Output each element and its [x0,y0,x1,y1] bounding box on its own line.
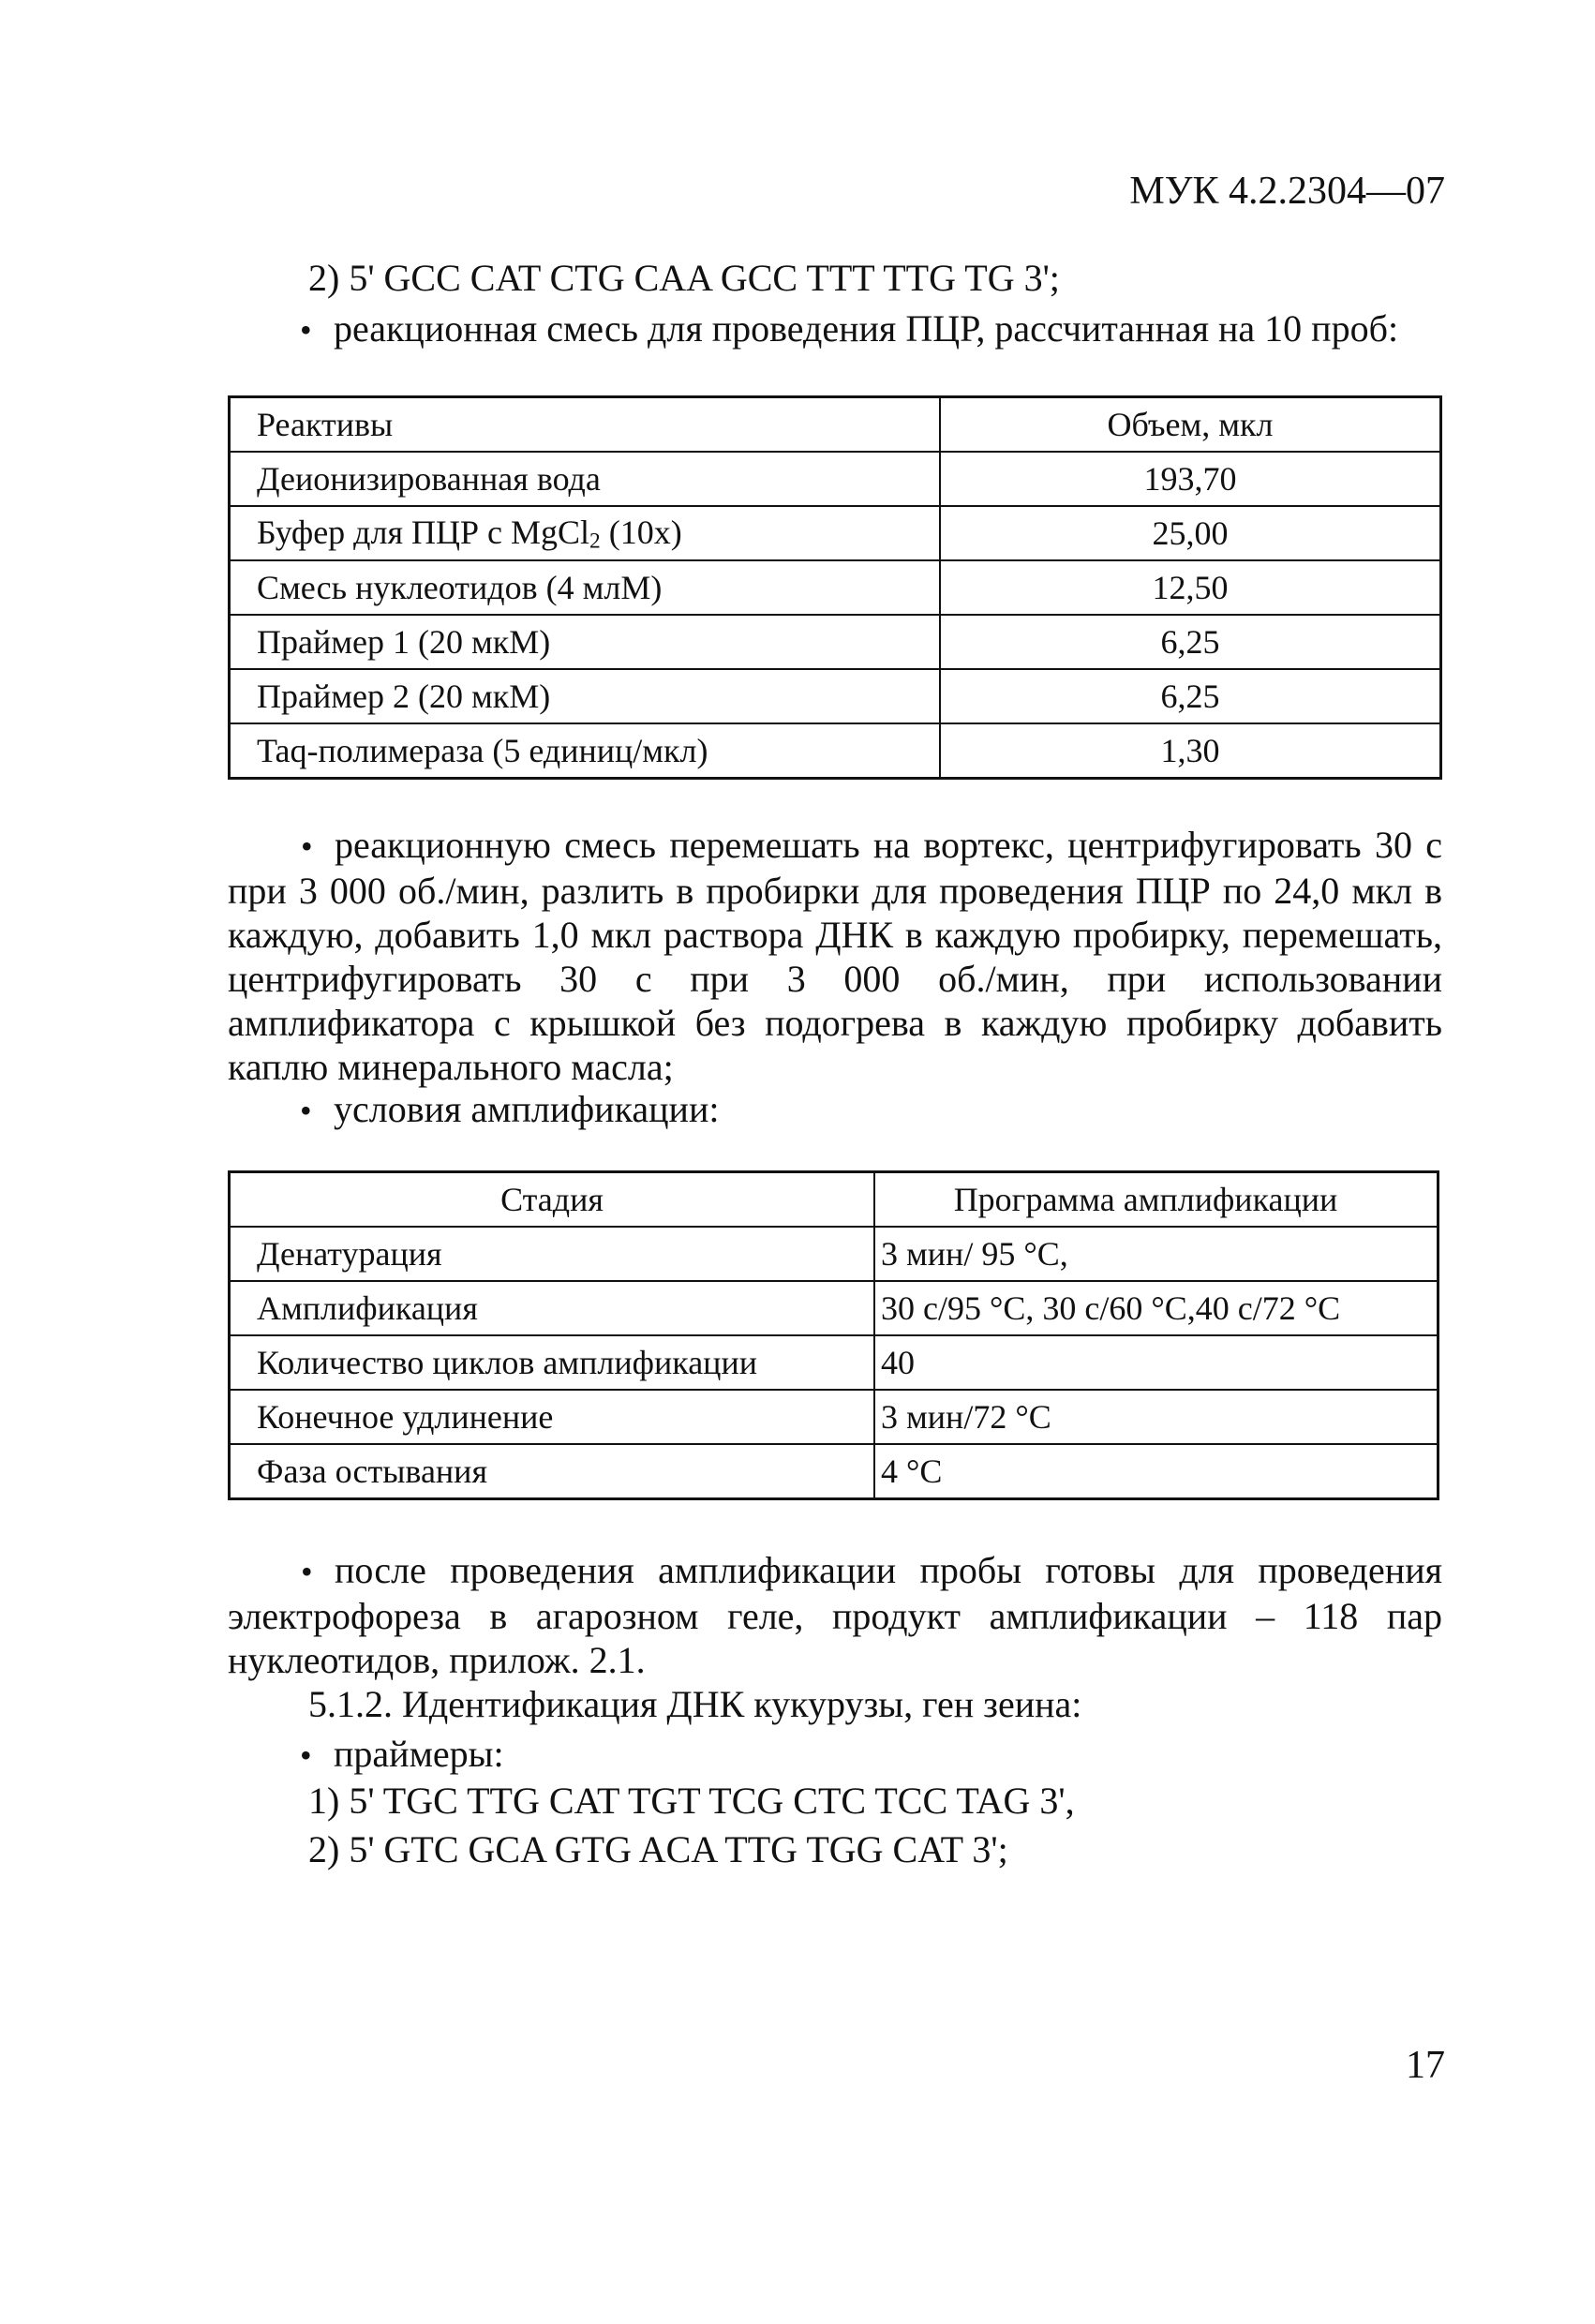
primers-bullet-item [300,1732,504,1777]
after-amplification-text: после проведения амплификации пробы готовы для проведения электрофореза в агарозном геле, продукт амплификации – 118 пар нуклеотидов, прилож. 2.1. [228,1549,1442,1681]
reagent-name: Праймер 2 (20 мкМ) [230,669,941,723]
table-row [230,452,1441,506]
table-row [230,615,1441,669]
bullet-icon [300,307,334,350]
zein-primer-2-line: 2) 5' GTC GCA GTG ACA TTG TGG CAT 3'; [308,1828,1008,1870]
table-row [230,560,1441,615]
bullet-icon [300,1733,334,1775]
stage-program: 40 [874,1335,1438,1390]
column-header-stage: Стадия [230,1172,875,1228]
amplification-table [228,1170,1439,1500]
reagents-table [228,395,1442,780]
reagent-name: Смесь нуклеотидов (4 млМ) [230,560,941,615]
mix-bullet-item [300,306,1398,351]
reagent-volume: 6,25 [940,615,1441,669]
stage-name: Денатурация [230,1227,875,1281]
stage-program: 30 с/95 °С, 30 с/60 °С,40 с/72 °С [874,1281,1438,1335]
reagent-name [230,506,941,560]
document-code: МУК 4.2.2304—07 [1129,170,1445,213]
reagent-volume: 25,00 [940,506,1441,560]
page-number: 17 [1406,2044,1445,2087]
reagent-name: Taq-полимераза (5 единиц/мкл) [230,723,941,779]
mix-bullet-text: реакционная смесь для проведения ПЦР, рассчитанная на 10 проб: [334,307,1399,350]
zein-primer-1-line: 1) 5' TGC TTG CAT TGT TCG CTC TCC TAG 3', [308,1780,1075,1822]
bullet-icon: • [301,827,313,865]
stage-program: 3 мин/ 95 °С, [874,1227,1438,1281]
primer-2-line: 2) 5' GCC CAT CTG CAA GCC TTT TTG TG 3'; [308,257,1060,299]
bullet-icon [300,1088,334,1130]
stage-name: Количество циклов амплификации [230,1335,875,1390]
reagent-volume: 1,30 [940,723,1441,779]
stage-program: 3 мин/72 °С [874,1390,1438,1444]
table-header-row [230,1172,1438,1228]
stage-name: Фаза остывания [230,1444,875,1499]
column-header-volume: Объем, мкл [940,397,1441,453]
reagent-name: Праймер 1 (20 мкМ) [230,615,941,669]
column-header-reagents: Реактивы [230,397,941,453]
table-row [230,1227,1438,1281]
table-header-row [230,397,1441,453]
table-row [230,1390,1438,1444]
conditions-bullet-text: условия амплификации: [334,1088,720,1130]
reagent-name-suffix: (10х) [600,513,682,551]
conditions-bullet-item [300,1087,719,1132]
section-title: 5.1.2. Идентификация ДНК кукурузы, ген зеина: [308,1683,1082,1725]
table-row [230,1335,1438,1390]
table-row [230,506,1441,560]
after-amplification-paragraph [228,1548,1442,1682]
reagent-volume: 6,25 [940,669,1441,723]
reagent-volume: 193,70 [940,452,1441,506]
mix-instructions-paragraph [228,823,1442,1089]
reagent-name-text: Буфер для ПЦР с MgCl [257,513,590,551]
mix-instructions-text: реакционную смесь перемешать на вортекс, центрифугировать 30 с при 3 000 об./мин, разлить в пробирки для проведения ПЦР по 24,0 мкл в каждую, добавить 1,0 мкл раствора ДНК в каждую пробирку, перемешать, центрифугировать 30 с при 3 000 об./мин, при использовании амплификатора с крышкой без подогрева в каждую пробирку добавить каплю минерального масла; [228,824,1442,1088]
primers-bullet-text: праймеры: [334,1733,504,1775]
reagent-name: Деионизированная вода [230,452,941,506]
bullet-icon: • [301,1553,313,1590]
table-row [230,723,1441,779]
table-row [230,669,1441,723]
stage-name: Конечное удлинение [230,1390,875,1444]
column-header-program: Программа амплификации [874,1172,1438,1228]
table-row [230,1281,1438,1335]
reagent-volume: 12,50 [940,560,1441,615]
stage-name: Амплификация [230,1281,875,1335]
table-row [230,1444,1438,1499]
reagent-name-subscript: 2 [589,529,601,554]
stage-program: 4 °С [874,1444,1438,1499]
